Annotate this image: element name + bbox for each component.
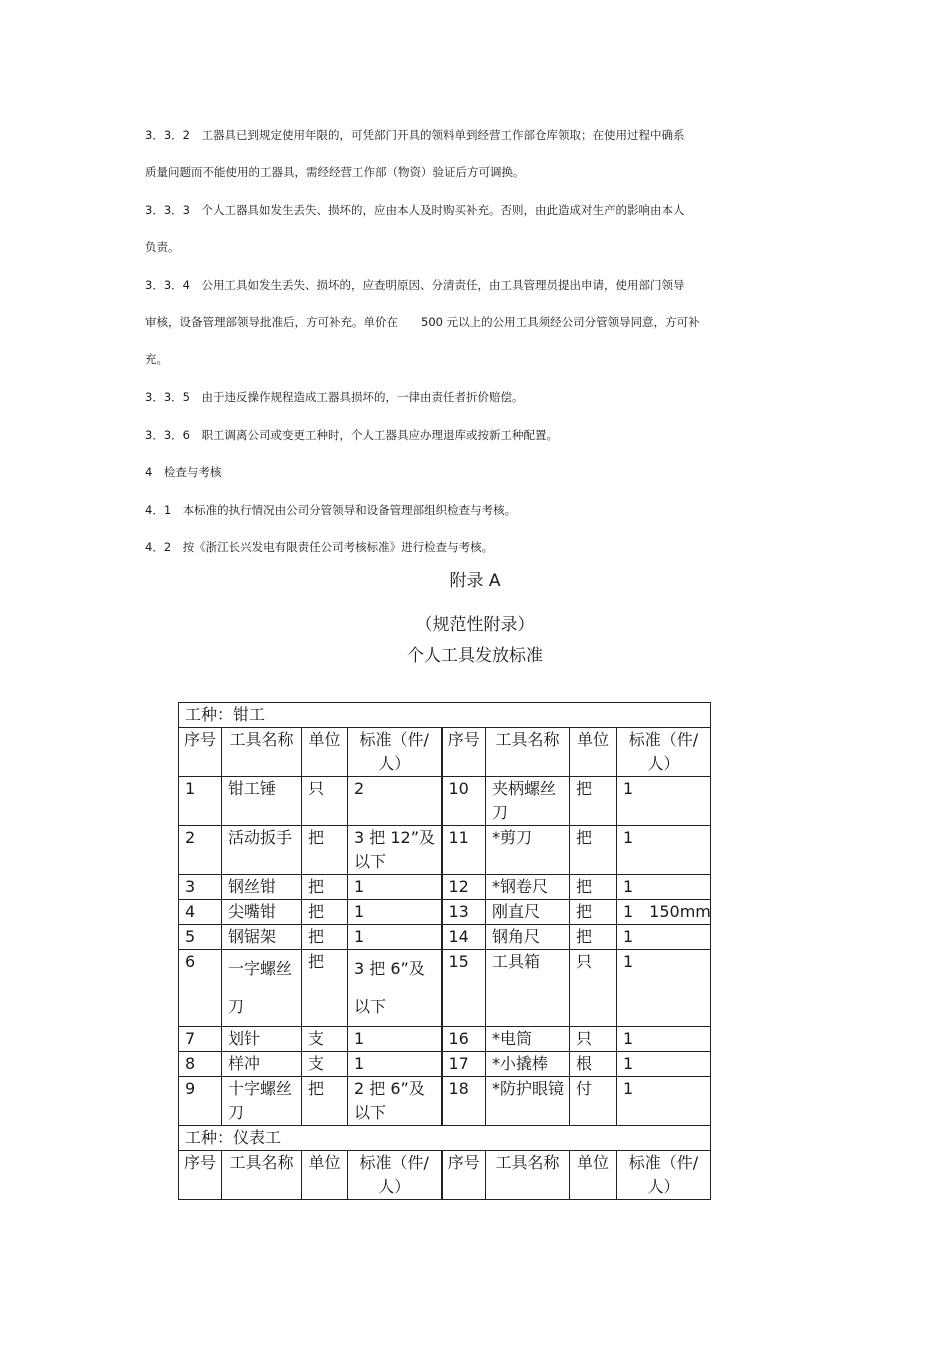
table-row — [179, 1027, 711, 1052]
paragraph-3-3-3-cont: 负责。 — [145, 240, 180, 254]
tool-standard-table — [178, 702, 711, 1200]
table-cell: 把 — [570, 826, 617, 875]
table-cell: 1 — [348, 1027, 442, 1052]
table-cell: 支 — [302, 1052, 348, 1077]
column-header: 工具名称 — [486, 1151, 570, 1200]
table-header-row — [179, 728, 711, 777]
table-cell: 只 — [302, 777, 348, 826]
table-cell: *小撬棒 — [486, 1052, 570, 1077]
table-row — [179, 925, 711, 950]
column-header: 序号 — [179, 728, 222, 777]
paragraph-3-3-4: 3．3．4 公用工具如发生丢失、损坏的，应查明原因、分清责任，由工具管理员提出申请，使用部门领导 — [145, 278, 685, 292]
table-cell: *电筒 — [486, 1027, 570, 1052]
table-cell: 1 — [617, 875, 711, 900]
table-cell: 把 — [570, 777, 617, 826]
table-cell: 把 — [570, 925, 617, 950]
table-cell: 2 把 6”及以下 — [348, 1077, 442, 1126]
table-cell: 把 — [302, 950, 348, 1027]
column-header: 标准（件/人） — [348, 728, 442, 777]
table-cell: 9 — [179, 1077, 222, 1126]
paragraph-4-2: 4．2 按《浙江长兴发电有限责任公司考核标准》进行检查与考核。 — [145, 540, 494, 554]
table-cell: *剪刀 — [486, 826, 570, 875]
table-row — [179, 875, 711, 900]
table-cell: 只 — [570, 950, 617, 1027]
table-cell: 把 — [302, 925, 348, 950]
column-header: 序号 — [179, 1151, 222, 1200]
paragraph-3-3-4-cont: 审核，设备管理部领导批准后，方可补充。单价在 500 元以上的公用工具须经公司分管领导同意，方可补 — [145, 315, 700, 329]
table-cell: 把 — [302, 900, 348, 925]
table-cell: 十字螺丝刀 — [222, 1077, 302, 1126]
table-cell: 钢角尺 — [486, 925, 570, 950]
table-cell: 17 — [442, 1052, 486, 1077]
table-cell: 12 — [442, 875, 486, 900]
column-header: 标准（件/人） — [617, 1151, 711, 1200]
table-cell: 把 — [302, 826, 348, 875]
column-header: 工具名称 — [222, 1151, 302, 1200]
table-cell: 8 — [179, 1052, 222, 1077]
paragraph-3-3-3: 3．3．3 个人工器具如发生丢失、损坏的，应由本人及时购买补充。否则，由此造成对生产的影响由本人 — [145, 203, 685, 217]
section-heading-4: 4 检查与考核 — [145, 465, 222, 479]
table-cell: 18 — [442, 1077, 486, 1126]
table-cell: 刚直尺 — [486, 900, 570, 925]
table-cell: 4 — [179, 900, 222, 925]
paragraph-3-3-5: 3．3．5 由于违反操作规程造成工器具损坏的，一律由责任者折价赔偿。 — [145, 390, 524, 404]
column-header: 单位 — [570, 1151, 617, 1200]
table-cell: 1 — [617, 777, 711, 826]
table-cell: 2 — [348, 777, 442, 826]
table-cell: 1 — [179, 777, 222, 826]
table-cell: 尖嘴钳 — [222, 900, 302, 925]
table-cell: 1 — [617, 950, 711, 1027]
table-cell: 13 — [442, 900, 486, 925]
table-row — [179, 1077, 711, 1126]
column-header: 单位 — [302, 728, 348, 777]
table-cell: 1 150mm — [617, 900, 711, 925]
table-cell: 1 — [348, 900, 442, 925]
table-cell: 1 — [348, 925, 442, 950]
table-cell: 14 — [442, 925, 486, 950]
paragraph-3-3-2-cont: 质量问题而不能使用的工器具，需经经营工作部（物资）验证后方可调换。 — [145, 165, 525, 179]
table-cell: 划针 — [222, 1027, 302, 1052]
paragraph-3-3-6: 3．3．6 职工调离公司或变更工种时，个人工器具应办理退库或按新工种配置。 — [145, 428, 558, 442]
table-cell: 5 — [179, 925, 222, 950]
table-title: 个人工具发放标准 — [407, 646, 543, 666]
column-header: 标准（件/人） — [348, 1151, 442, 1200]
table-cell: 3 把 12”及以下 — [348, 826, 442, 875]
table-cell: 一字螺丝刀 — [222, 950, 302, 1027]
table-cell: 1 — [617, 925, 711, 950]
table-cell: 7 — [179, 1027, 222, 1052]
table-cell: 把 — [302, 875, 348, 900]
table-cell: 11 — [442, 826, 486, 875]
table-cell: 付 — [570, 1077, 617, 1126]
table-cell: 3 — [179, 875, 222, 900]
column-header: 单位 — [570, 728, 617, 777]
table-cell: 1 — [617, 1077, 711, 1126]
table-cell: *钢卷尺 — [486, 875, 570, 900]
table-cell: 10 — [442, 777, 486, 826]
column-header: 工具名称 — [486, 728, 570, 777]
paragraph-3-3-2: 3．3．2 工器具已到规定使用年限的，可凭部门开具的领料单到经营工作部仓库领取；在使用过程中确系 — [145, 128, 685, 142]
table-cell: 工具箱 — [486, 950, 570, 1027]
table-cell: 把 — [302, 1077, 348, 1126]
trade-row-fitter — [179, 703, 711, 728]
table-cell: 把 — [570, 875, 617, 900]
table-cell: 15 — [442, 950, 486, 1027]
trade-label: 工种：钳工 — [179, 703, 711, 728]
table-cell: *防护眼镜 — [486, 1077, 570, 1126]
table-row — [179, 900, 711, 925]
table-cell: 样冲 — [222, 1052, 302, 1077]
table-row — [179, 950, 711, 1027]
table-cell: 1 — [617, 826, 711, 875]
column-header: 单位 — [302, 1151, 348, 1200]
paragraph-3-3-4-end: 充。 — [145, 352, 168, 366]
table-cell: 3 把 6”及以下 — [348, 950, 442, 1027]
table-cell: 把 — [570, 900, 617, 925]
column-header: 工具名称 — [222, 728, 302, 777]
table-header-row — [179, 1151, 711, 1200]
table-cell: 活动扳手 — [222, 826, 302, 875]
table-cell: 1 — [348, 875, 442, 900]
column-header: 序号 — [442, 728, 486, 777]
table-cell: 钢锯架 — [222, 925, 302, 950]
column-header: 标准（件/人） — [617, 728, 711, 777]
table-cell: 1 — [617, 1052, 711, 1077]
table-cell: 钳工锤 — [222, 777, 302, 826]
table-row — [179, 826, 711, 875]
table-cell: 1 — [348, 1052, 442, 1077]
trade-label: 工种：仪表工 — [179, 1126, 711, 1151]
table-cell: 支 — [302, 1027, 348, 1052]
table-cell: 16 — [442, 1027, 486, 1052]
table-row — [179, 777, 711, 826]
trade-row-instrument — [179, 1126, 711, 1151]
table-cell: 钢丝钳 — [222, 875, 302, 900]
column-header: 序号 — [442, 1151, 486, 1200]
appendix-subtitle: （规范性附录） — [415, 615, 535, 635]
table-cell: 根 — [570, 1052, 617, 1077]
table-cell: 只 — [570, 1027, 617, 1052]
appendix-title: 附录 A — [449, 571, 501, 591]
table-row — [179, 1052, 711, 1077]
table-cell: 6 — [179, 950, 222, 1027]
paragraph-4-1: 4．1 本标准的执行情况由公司分管领导和设备管理部组织检查与考核。 — [145, 503, 517, 517]
table-cell: 夹柄螺丝刀 — [486, 777, 570, 826]
table-cell: 1 — [617, 1027, 711, 1052]
table-cell: 2 — [179, 826, 222, 875]
